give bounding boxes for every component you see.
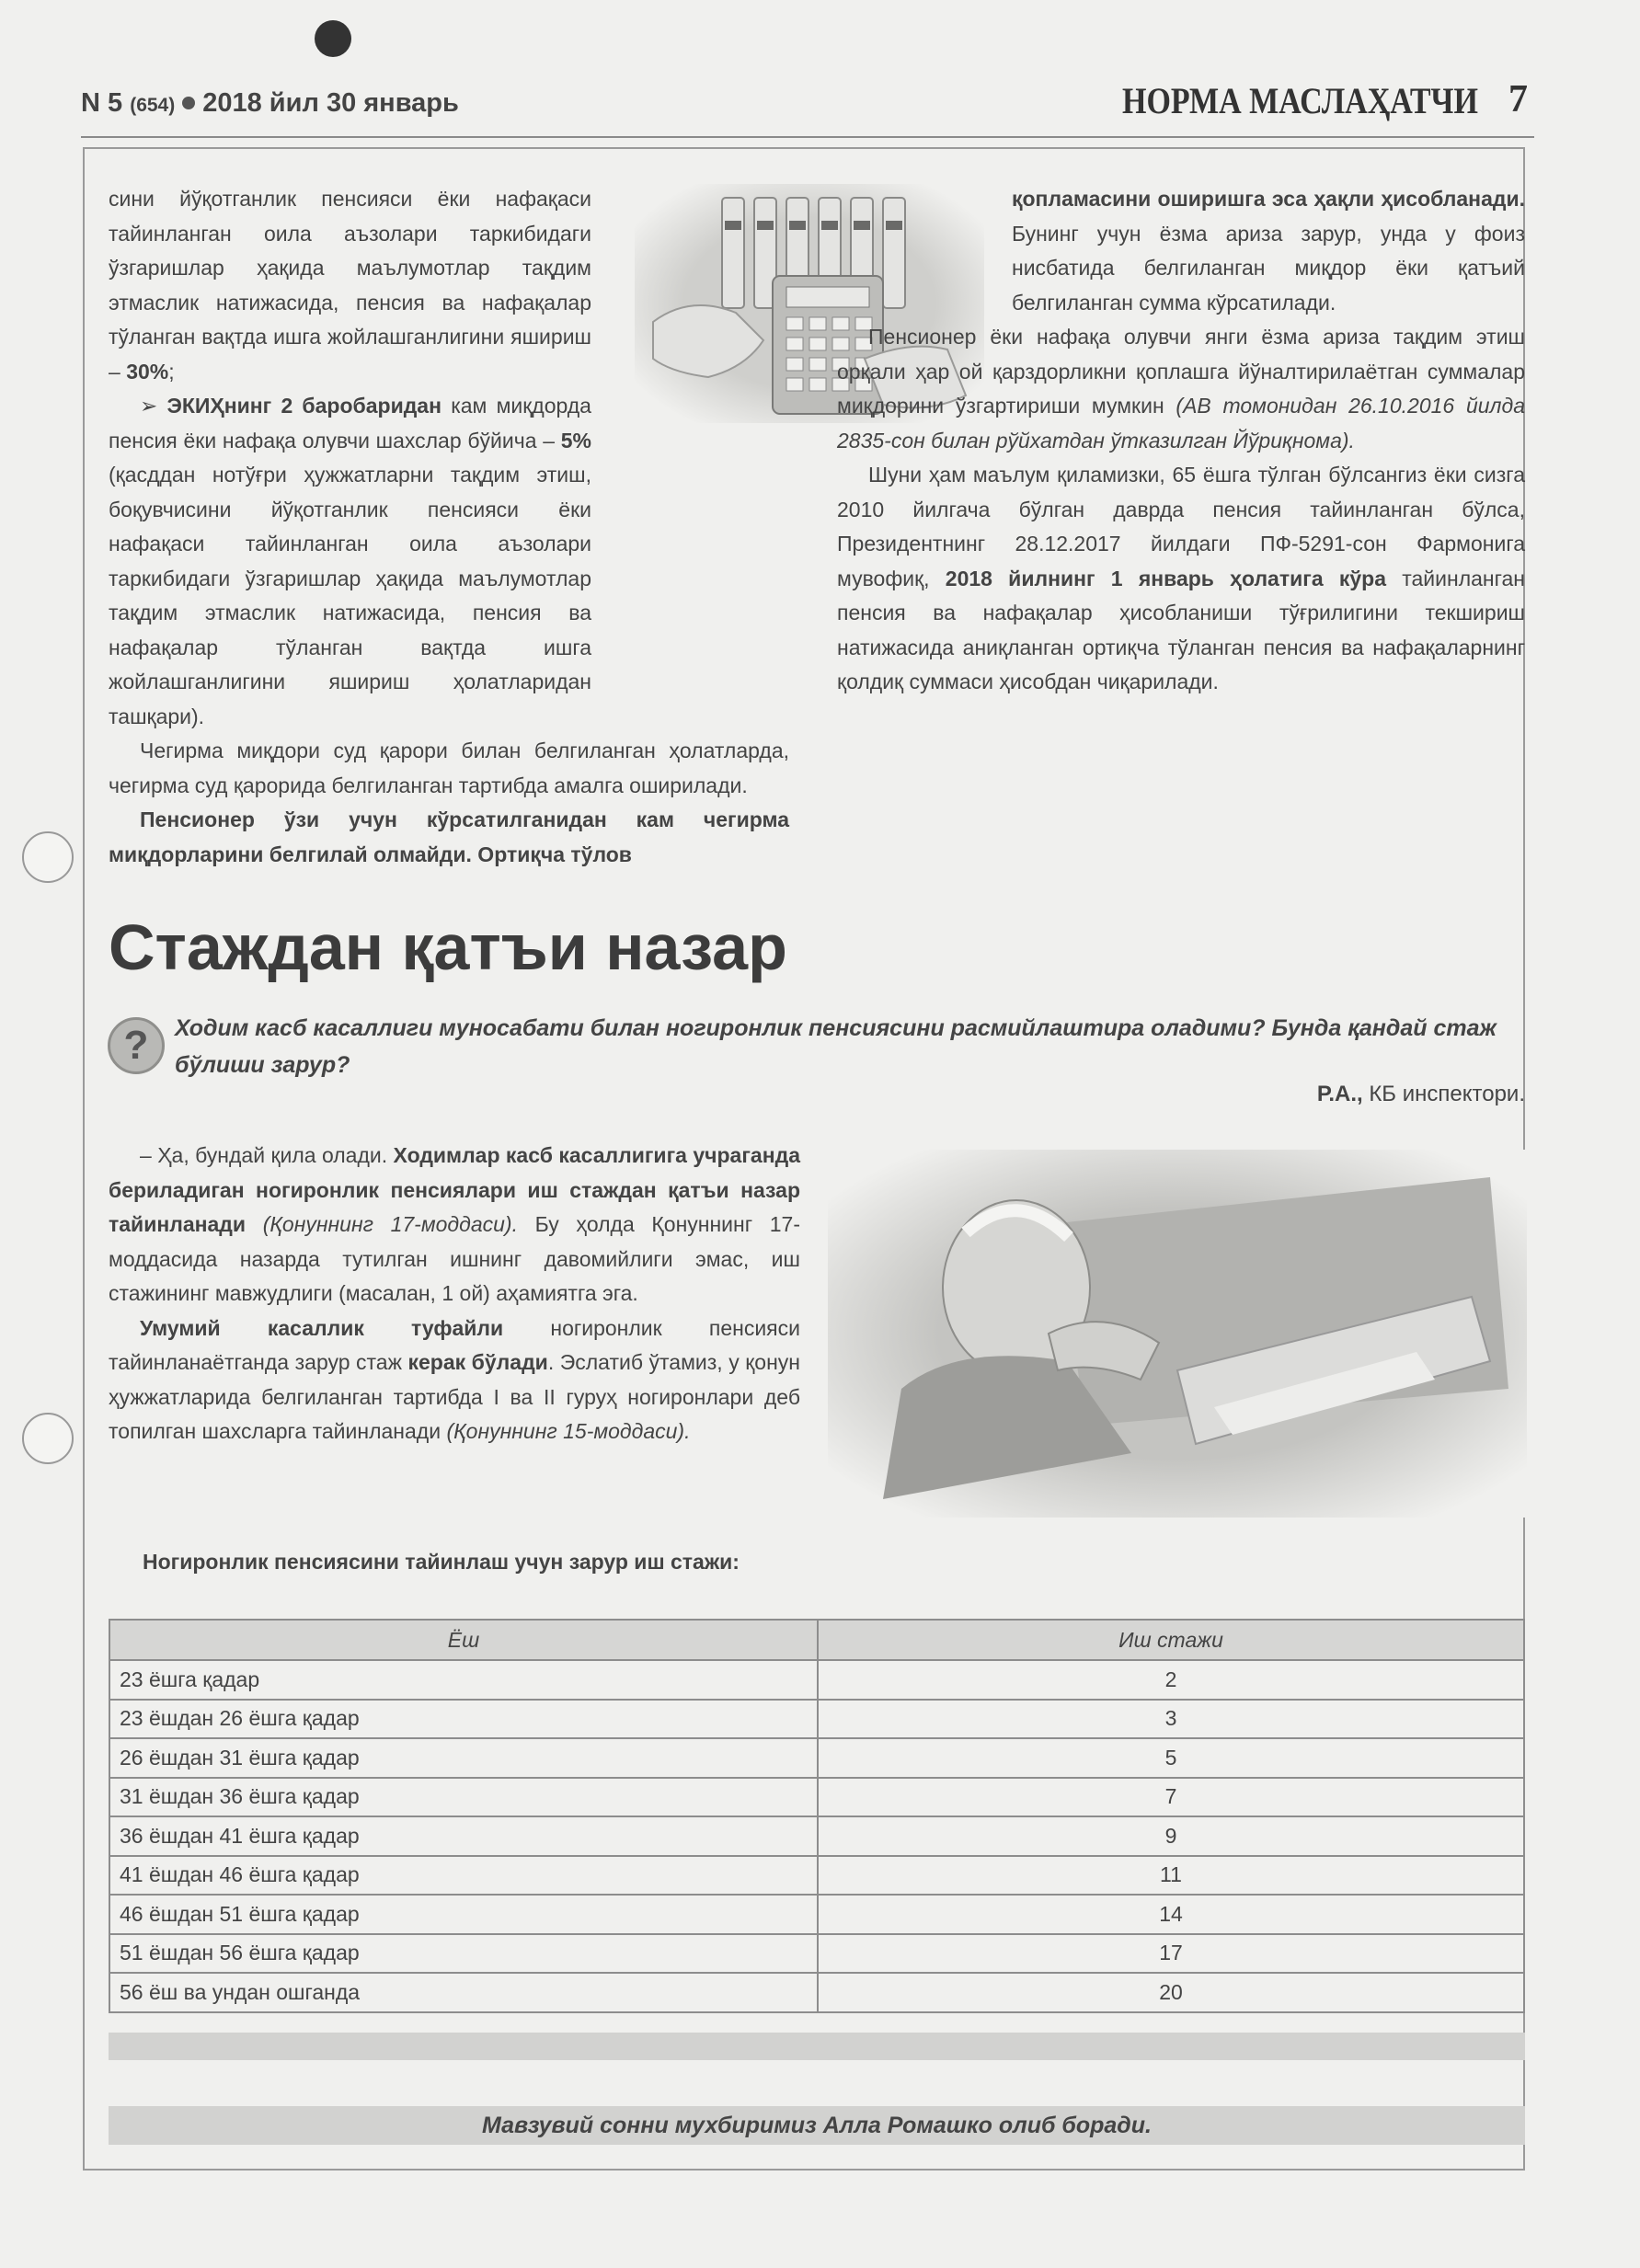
experience-cell: 7 bbox=[818, 1778, 1524, 1817]
paragraph: Пенсионер ёки нафақа олувчи янги ёзма ариза тақдим этиш орқали ҳар ой қарздорликни қоплашга йўналтирилаётган суммалар миқдорини ўзгартириши мумкин (АВ томонидан 26.10.2016 йилда 2835-сон билан рўйхатдан ўтказилган Йўриқнома). bbox=[837, 325, 1525, 452]
question-author: Р.А., КБ инспектори. bbox=[1316, 1082, 1525, 1106]
binder-hole bbox=[22, 1413, 74, 1464]
experience-cell: 5 bbox=[818, 1738, 1524, 1778]
experience-cell: 9 bbox=[818, 1816, 1524, 1856]
paragraph: ➢ ЭКИҲнинг 2 баробаридан кам миқдорда пенсия ёки нафақа олувчи шахслар бўйича – 5% (қасддан нотўғри ҳужжатларни тақдим этиш, боқувчисини йўқотганлик пенсияси ёки нафақаси тайинланган оила аъзолари таркибидаги ўзгаришлар ҳақида маълумотлар тақдим этмаслик натижасида, пенсия ва нафақалар тўланган вақтда ишга жойлашганлигини яшириш ҳолатларидан ташқари). bbox=[109, 394, 591, 728]
paragraph: Шуни ҳам маълум қиламизки, 65 ёшга тўлган бўлсангиз ёки сизга 2010 йилгача бўлган даврда пенсия тайинланган бўлса, Президентнинг 28.12.2017 йилдаги ПФ-5291-сон Фармонига мувофиқ, 2018 йилнинг 1 январь ҳолатига кўра тайинланган пенсия ва нафақалар ҳисобланиши тўғрилигини текшириш натижасида аниқланган ортиқча тўланган пенсия ва нафақаларнинг қолдиқ суммаси ҳисобдан чиқарилади. bbox=[837, 463, 1525, 693]
table-row bbox=[109, 1778, 1524, 1817]
table-row bbox=[109, 1816, 1524, 1856]
age-cell: 23 ёшдан 26 ёшга қадар bbox=[109, 1700, 818, 1739]
header-rule bbox=[81, 136, 1534, 138]
footer-note: Мавзувий сонни мухбиримиз Алла Ромашко олиб боради. bbox=[109, 2106, 1525, 2145]
table-row bbox=[109, 1738, 1524, 1778]
age-cell: 46 ёшдан 51 ёшга қадар bbox=[109, 1895, 818, 1934]
age-cell: 51 ёшдан 56 ёшга қадар bbox=[109, 1934, 818, 1974]
paragraph: Чегирма миқдори суд қарори билан белгиланган ҳолатларда, чегирма суд қарорида белгиланган тартибда амалга оширилади. bbox=[109, 739, 789, 797]
experience-cell: 3 bbox=[818, 1700, 1524, 1739]
age-cell: 26 ёшдан 31 ёшга қадар bbox=[109, 1738, 818, 1778]
table-header-row bbox=[109, 1620, 1524, 1660]
divider-bar bbox=[109, 2033, 1525, 2060]
punch-mark bbox=[315, 20, 351, 57]
left-column bbox=[109, 182, 789, 872]
experience-cell: 11 bbox=[818, 1856, 1524, 1896]
age-cell: 41 ёшдан 46 ёшга қадар bbox=[109, 1856, 818, 1896]
table-row bbox=[109, 1934, 1524, 1974]
experience-cell: 14 bbox=[818, 1895, 1524, 1934]
column-header-experience: Иш стажи bbox=[818, 1620, 1524, 1660]
age-cell: 23 ёшга қадар bbox=[109, 1660, 818, 1700]
table-row bbox=[109, 1973, 1524, 2012]
question-icon: ? bbox=[108, 1017, 165, 1074]
article-headline: Стаждан қатъи назар bbox=[109, 911, 787, 983]
age-cell: 56 ёш ва ундан ошганда bbox=[109, 1973, 818, 2012]
table-row bbox=[109, 1660, 1524, 1700]
experience-cell: 20 bbox=[818, 1973, 1524, 2012]
experience-cell: 2 bbox=[818, 1660, 1524, 1700]
table-row bbox=[109, 1856, 1524, 1896]
table-body bbox=[109, 1660, 1524, 2012]
age-cell: 31 ёшдан 36 ёшга қадар bbox=[109, 1778, 818, 1817]
issue-total: (654) bbox=[130, 95, 176, 116]
issue-number: N 5 bbox=[81, 88, 123, 118]
age-cell: 36 ёшдан 41 ёшга қадар bbox=[109, 1816, 818, 1856]
experience-cell: 17 bbox=[818, 1934, 1524, 1974]
table-row bbox=[109, 1895, 1524, 1934]
answer-text bbox=[109, 1139, 800, 1449]
experience-table bbox=[109, 1619, 1525, 2013]
paragraph: сини йўқотганлик пенсияси ёки нафақаси тайинланган оила аъзолари таркибидаги ўзгаришлар ҳақида маълумотлар тақдим этмаслик натижасида, пенсия ва нафақалар тўланган вақтда ишга жойлашганлигини яшириш – 30%; bbox=[109, 187, 591, 384]
table-row bbox=[109, 1700, 1524, 1739]
binder-hole bbox=[22, 831, 74, 883]
table-caption: Ногиронлик пенсиясини тайинлаш учун зарур иш стажи: bbox=[143, 1550, 740, 1574]
right-column bbox=[837, 182, 1525, 700]
arrow-icon: ➢ bbox=[140, 394, 167, 418]
paragraph: қопламасини оширишга эса ҳақли ҳисобланади. Бунинг учун ёзма ариза зарур, унда у фоиз нисбатида белгиланган миқдор ёки қатъий белгиланган сумма кўрсатилади. bbox=[1012, 187, 1525, 315]
paragraph: Пенсионер ўзи учун кўрсатилганидан кам чегирма миқдорларини белгилай олмайди. Ортиқча тўлов bbox=[109, 808, 789, 866]
page-number: 7 bbox=[1508, 78, 1528, 120]
paragraph: Умумий касаллик туфайли ногиронлик пенсияси тайинланаётганда зарур стаж керак бўлади. Эслатиб ўтамиз, у қонун ҳужжатларида белгиланган тартибда I ва II гуруҳ ногиронлари деб топилган шахсларга тайинланади (Қонуннинг 15-моддаси). bbox=[109, 1315, 800, 1443]
issue-info bbox=[81, 88, 459, 119]
publication-title: НОРМА МАСЛАҲАТЧИ bbox=[1122, 80, 1478, 121]
column-header-age: Ёш bbox=[109, 1620, 818, 1660]
question-text: Ходим касб касаллиги муносабати билан ногиронлик пенсиясини расмийлаштира оладими? Бунда қандай стаж бўлиши зарур? bbox=[175, 1015, 1497, 1078]
issue-date: 2018 йил 30 январь bbox=[202, 88, 459, 118]
elderly-man-illustration bbox=[828, 1150, 1527, 1518]
bullet-icon bbox=[182, 97, 195, 109]
paragraph: – Ҳа, бундай қила олади. Ходимлар касб касаллигига учраганда бериладиган ногиронлик пенсиялари иш стаждан қатъи назар тайинланади (Қонуннинг 17-моддаси). Бу ҳолда Қонуннинг 17-моддасида назарда тутилган ишнинг давомийлиги эмас, иш стажининг мавжудлиги (масалан, 1 ой) аҳамиятга эга. bbox=[109, 1143, 800, 1305]
